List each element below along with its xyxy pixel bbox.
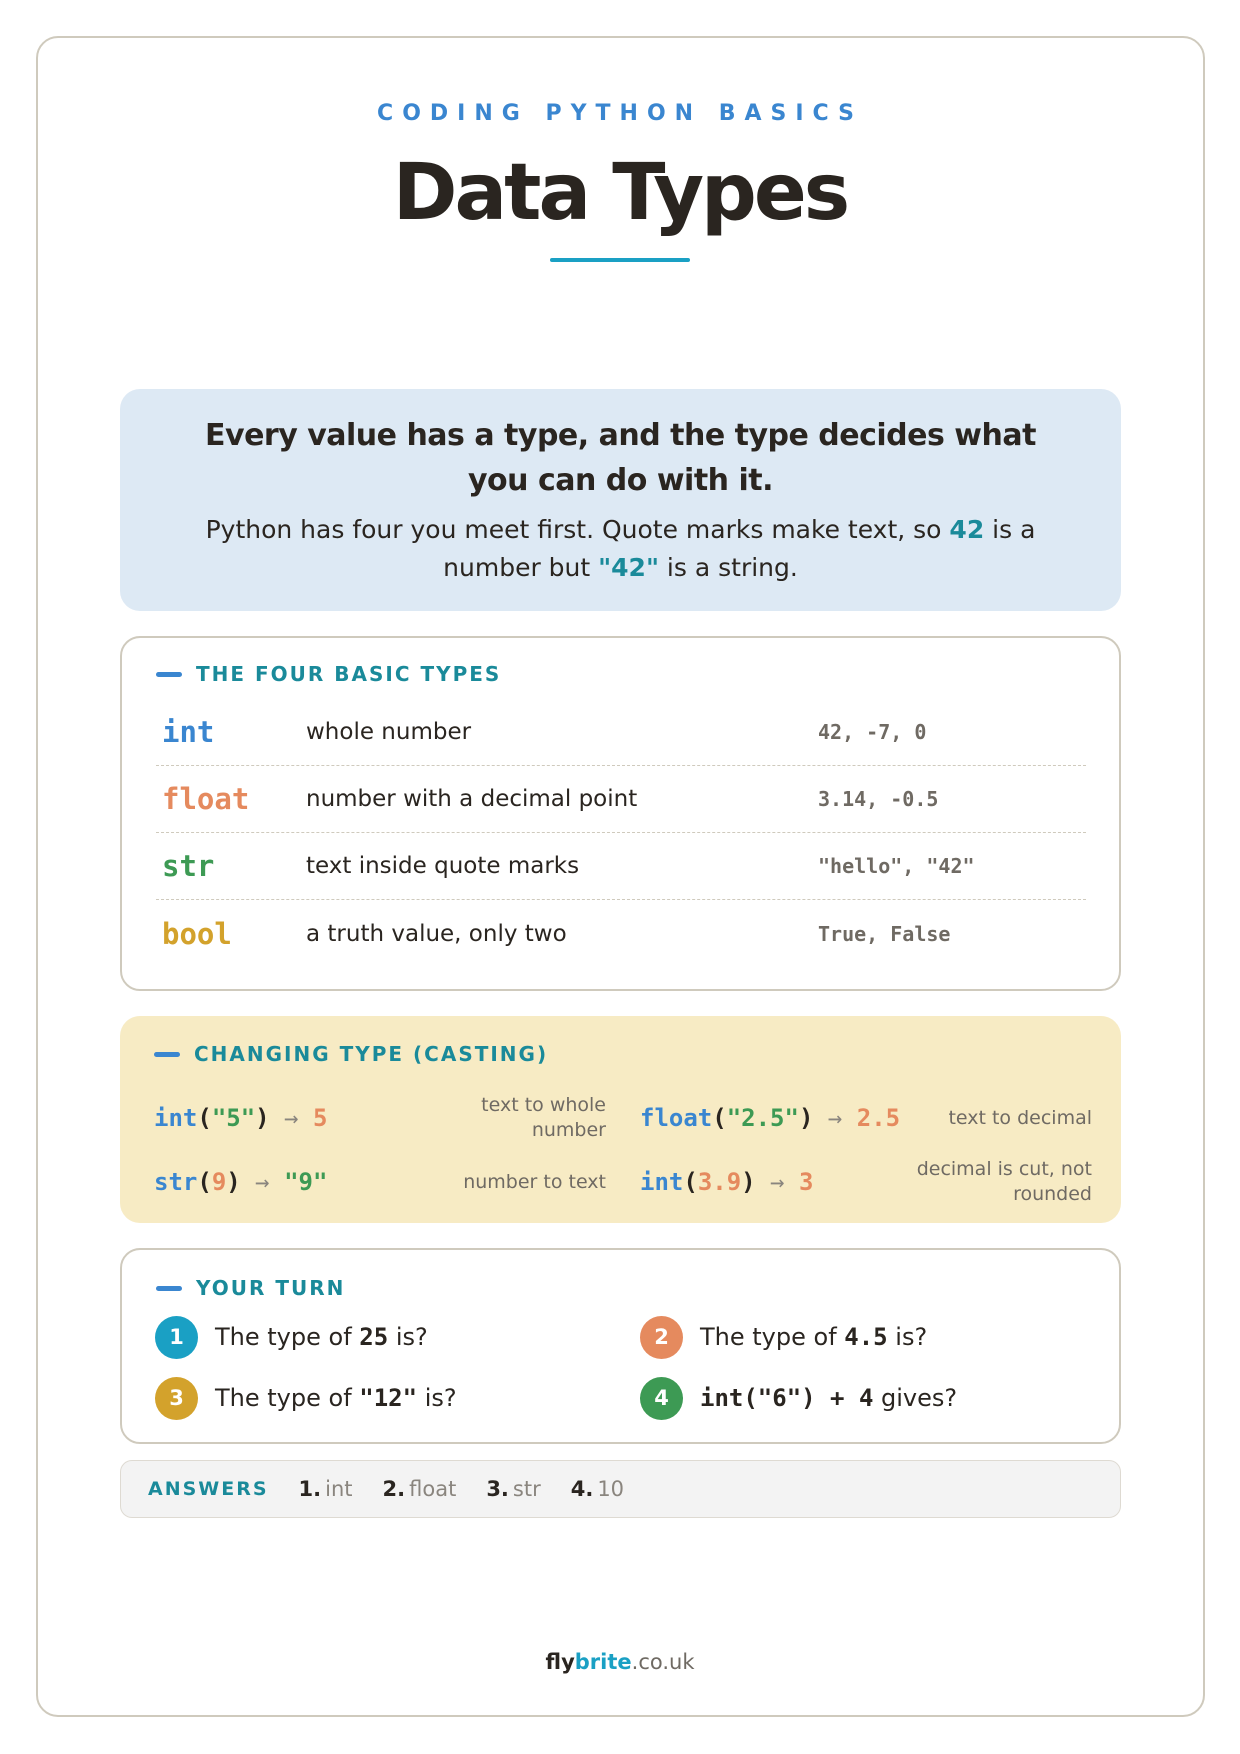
cast-example bbox=[154, 1091, 606, 1145]
answer-value: float bbox=[409, 1477, 457, 1501]
your-turn-heading bbox=[156, 1276, 345, 1300]
answer-value: str bbox=[512, 1477, 541, 1501]
type-examples: 3.14, -0.5 bbox=[818, 787, 939, 811]
arrow-icon: → bbox=[770, 1168, 785, 1196]
question-item bbox=[155, 1314, 428, 1360]
cast-result: "9" bbox=[284, 1168, 328, 1196]
question-text bbox=[700, 1323, 927, 1351]
cast-argument: 3.9 bbox=[697, 1168, 742, 1196]
intro-text-1: Python has four you meet first. Quote marks make text, so bbox=[205, 515, 950, 544]
type-row bbox=[156, 699, 1086, 766]
question-text bbox=[215, 1323, 428, 1351]
question-code: 4.5 bbox=[844, 1323, 888, 1351]
brand-fly: fly bbox=[545, 1650, 575, 1674]
intro-string-example: "42" bbox=[598, 553, 659, 582]
answer-value: int bbox=[325, 1477, 353, 1501]
eyebrow-label: CODING PYTHON BASICS bbox=[377, 101, 863, 126]
cast-code bbox=[154, 1168, 327, 1196]
answer-item bbox=[299, 1477, 353, 1501]
cast-paren: ( bbox=[197, 1104, 212, 1132]
intro-number-example: 42 bbox=[949, 515, 985, 544]
intro-panel bbox=[120, 389, 1121, 611]
cast-argument: "5" bbox=[211, 1104, 256, 1132]
cast-example bbox=[640, 1091, 1092, 1145]
cast-argument: "2.5" bbox=[726, 1104, 799, 1132]
type-name: float bbox=[162, 782, 250, 816]
cast-example bbox=[154, 1155, 606, 1209]
answers-bar bbox=[120, 1460, 1121, 1518]
arrow-icon: → bbox=[284, 1104, 299, 1132]
brand-domain: .co.uk bbox=[631, 1650, 695, 1674]
brand-brite: brite bbox=[574, 1650, 632, 1674]
answer-item bbox=[486, 1477, 540, 1501]
cast-code bbox=[640, 1168, 813, 1196]
cast-function: float bbox=[640, 1104, 713, 1132]
cast-argument: 9 bbox=[211, 1168, 227, 1196]
question-prefix: The type of bbox=[700, 1323, 845, 1351]
answer-item bbox=[571, 1477, 624, 1501]
answer-item bbox=[383, 1477, 457, 1501]
cast-note: text to whole number bbox=[481, 1094, 606, 1141]
intro-lead: Every value has a type, and the type decides what you can do with it. bbox=[205, 418, 1036, 498]
cast-paren: ( bbox=[712, 1104, 727, 1132]
type-description: whole number bbox=[306, 719, 472, 745]
types-heading-label: THE FOUR BASIC TYPES bbox=[196, 662, 502, 686]
question-number-badge: 1 bbox=[155, 1316, 198, 1359]
type-name: bool bbox=[162, 916, 232, 951]
answers-label: ANSWERS bbox=[148, 1478, 269, 1500]
dash-icon bbox=[156, 672, 182, 677]
question-suffix: is? bbox=[388, 1323, 428, 1351]
question-code: int("6") + 4 bbox=[700, 1384, 874, 1412]
type-examples: True, False bbox=[818, 921, 951, 946]
question-prefix: The type of bbox=[215, 1323, 360, 1351]
answer-number: 1. bbox=[298, 1477, 322, 1501]
types-heading bbox=[156, 662, 501, 686]
question-prefix: The type of bbox=[215, 1384, 360, 1412]
question-suffix: is? bbox=[887, 1323, 928, 1351]
types-card bbox=[120, 636, 1121, 991]
type-description: number with a decimal point bbox=[306, 786, 638, 812]
cast-result: 3 bbox=[798, 1168, 814, 1196]
cast-paren: ) bbox=[798, 1104, 814, 1132]
question-text bbox=[700, 1384, 957, 1412]
type-examples: 42, -7, 0 bbox=[818, 720, 927, 744]
intro-text-3: is a string. bbox=[658, 553, 798, 582]
title-underline bbox=[550, 258, 690, 262]
type-row bbox=[156, 900, 1086, 967]
answer-number: 4. bbox=[570, 1477, 594, 1501]
cast-result: 2.5 bbox=[856, 1104, 901, 1132]
dash-icon bbox=[154, 1052, 180, 1057]
question-suffix: gives? bbox=[873, 1384, 958, 1412]
intro-body bbox=[120, 511, 1121, 587]
arrow-icon: → bbox=[255, 1168, 270, 1196]
casting-heading bbox=[154, 1042, 548, 1066]
cast-function: str bbox=[154, 1168, 198, 1196]
question-item bbox=[155, 1375, 457, 1421]
question-number-badge: 2 bbox=[640, 1316, 683, 1359]
type-name: int bbox=[162, 715, 215, 749]
cast-example bbox=[640, 1155, 1092, 1209]
cast-paren: ) bbox=[741, 1168, 756, 1196]
type-row bbox=[156, 833, 1086, 900]
arrow-icon: → bbox=[827, 1104, 843, 1132]
type-description: text inside quote marks bbox=[306, 853, 580, 879]
question-text bbox=[215, 1384, 457, 1412]
answer-number: 2. bbox=[382, 1477, 406, 1501]
your-turn-card bbox=[120, 1248, 1121, 1444]
cast-note: decimal is cut, not rounded bbox=[916, 1158, 1092, 1205]
cast-result: 5 bbox=[312, 1104, 328, 1132]
type-name: str bbox=[162, 849, 215, 883]
question-item bbox=[640, 1314, 927, 1360]
cast-function: int bbox=[640, 1168, 684, 1196]
cast-paren: ( bbox=[197, 1168, 212, 1196]
intro-text-2: is a number but bbox=[443, 515, 1036, 582]
cast-code bbox=[640, 1104, 900, 1132]
question-code: 25 bbox=[359, 1323, 389, 1351]
question-code: "12" bbox=[359, 1384, 418, 1412]
cast-note: text to decimal bbox=[948, 1106, 1092, 1129]
dash-icon bbox=[156, 1286, 182, 1291]
cast-code bbox=[154, 1104, 327, 1132]
question-suffix: is? bbox=[417, 1384, 457, 1412]
cast-note: number to text bbox=[463, 1170, 606, 1193]
answer-number: 3. bbox=[486, 1477, 509, 1501]
cast-paren: ( bbox=[683, 1168, 698, 1196]
answer-value: 10 bbox=[597, 1477, 625, 1501]
footer-brand bbox=[0, 1650, 1240, 1674]
casting-heading-label: CHANGING TYPE (CASTING) bbox=[194, 1042, 549, 1066]
question-item bbox=[640, 1375, 957, 1421]
question-number-badge: 3 bbox=[155, 1377, 198, 1420]
cast-function: int bbox=[154, 1104, 198, 1132]
your-turn-heading-label: YOUR TURN bbox=[196, 1276, 346, 1300]
type-description: a truth value, only two bbox=[306, 920, 567, 947]
cast-paren: ) bbox=[226, 1168, 241, 1196]
cast-paren: ) bbox=[255, 1104, 270, 1132]
page-title: Data Types bbox=[392, 148, 848, 238]
type-examples: "hello", "42" bbox=[818, 854, 975, 878]
type-row bbox=[156, 766, 1086, 833]
casting-card bbox=[120, 1016, 1121, 1223]
question-number-badge: 4 bbox=[640, 1377, 683, 1420]
